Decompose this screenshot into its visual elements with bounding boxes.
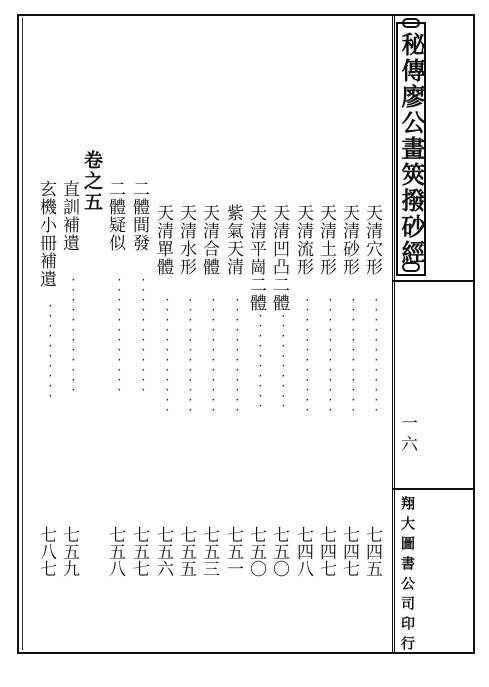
entry-leader: ．．．．．．．．．．．．: [108, 278, 122, 404]
publisher-rule: [392, 488, 475, 490]
entry-title: 紫氣天清: [223, 204, 243, 276]
entry-title: 天清合體: [199, 204, 219, 276]
entry-title: 天清砂形: [339, 204, 359, 276]
entry-title: 二體間發: [129, 180, 149, 252]
entry-page: 七五五: [176, 526, 196, 577]
book-title: 秘傳廖公畫筴撥砂經: [397, 32, 426, 266]
entry-leader: ．．．．．．．．．．．．: [62, 278, 76, 404]
entry-page: 七四八: [293, 526, 313, 577]
entry-page: 七五八: [105, 526, 125, 577]
entry-page: 七五九: [59, 526, 79, 577]
entry-leader: ．．．．．．．．．．．．: [296, 298, 310, 424]
entry-leader: ．．．．．．．．．．: [272, 314, 286, 420]
entry-leader: ．．．．．．．．．．．．: [342, 298, 356, 424]
entry-page: 七四七: [316, 526, 336, 577]
left-margin-line: [22, 18, 23, 650]
entry-page: 七五〇: [269, 526, 289, 577]
entry-page: 七八七: [36, 526, 56, 577]
entry-page: 七五六: [153, 526, 173, 577]
entry-title: 天清穴形: [362, 204, 382, 276]
entry-title: 天清水形: [176, 204, 196, 276]
entry-leader: ．．．．．．．．．．: [39, 304, 53, 410]
bottom-ornament: [402, 262, 420, 272]
entry-title: 天清平崗二體: [246, 204, 266, 312]
page-number: 一六: [397, 414, 417, 456]
entry-leader: ．．．．．．．．．．．．: [365, 298, 379, 424]
entry-title: 天清單體: [153, 204, 173, 276]
entry-page: 七四五: [362, 526, 382, 577]
entry-title: 直訓補遺: [59, 180, 79, 252]
entry-title: 玄機小冊補遺: [36, 180, 56, 288]
entry-leader: ．．．．．．．．．．．．: [156, 298, 170, 424]
publisher: 翔大圖書公司印行: [399, 496, 415, 656]
entry-page: 七五七: [129, 526, 149, 577]
entry-title: 天清凹凸二體: [269, 204, 289, 312]
entry-title: 天清流形: [293, 204, 313, 276]
entry-leader: ．．．．．．．．．．: [249, 314, 263, 420]
entry-leader: ．．．．．．．．．．．．: [226, 298, 240, 424]
entry-leader: ．．．．．．．．．．．．: [132, 278, 146, 404]
entry-page: 七五三: [199, 526, 219, 577]
entry-title: 天清土形: [316, 204, 336, 276]
entry-page: 七四七: [339, 526, 359, 577]
entry-page: 七五〇: [246, 526, 266, 577]
entry-page: 七五一: [223, 526, 243, 577]
entry-leader: ．．．．．．．．．．．．: [319, 298, 333, 424]
entry-leader: ．．．．．．．．．．．．: [179, 298, 193, 424]
entry-leader: ．．．．．．．．．．．．: [202, 298, 216, 424]
volume-heading: 卷之五: [81, 150, 103, 213]
title-rule: [392, 280, 475, 282]
entry-title: 二體疑似: [105, 180, 125, 252]
